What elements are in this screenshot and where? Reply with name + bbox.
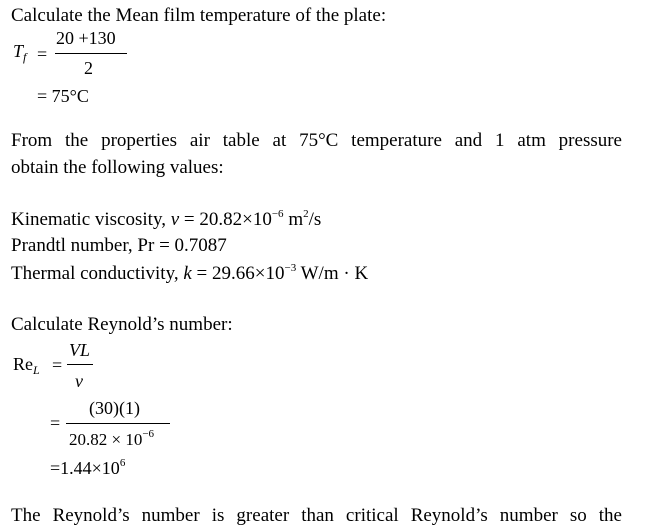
substituted-denominator: $20.82 \times 10^{-6}$	[69, 428, 155, 449]
fraction-denominator: 2	[84, 58, 93, 78]
kinematic-viscosity-unit-rest: /s	[308, 209, 322, 230]
reynolds-symbol: $Re_L$	[13, 354, 40, 377]
fraction-denominator-v: v	[75, 371, 83, 391]
thermal-conductivity-symbol: k	[183, 263, 192, 284]
thermal-conductivity-label: Thermal conductivity,	[11, 263, 179, 284]
mean-temp-result: = 75°C	[37, 86, 89, 106]
thermal-conductivity-value: = 29.66×10	[196, 263, 285, 284]
substituted-fraction-bar	[66, 423, 170, 424]
tf-subscript: f	[23, 50, 27, 64]
prandtl-label: Prandtl number,	[11, 235, 133, 256]
fraction-bar	[55, 53, 127, 54]
prandtl-value: Pr = 0.7087	[137, 235, 227, 256]
substituted-numerator: (30)(1)	[89, 398, 140, 418]
footer-line: The Reynold’s number is greater than critical Reynold’s number so the	[11, 505, 622, 526]
paragraph-line-1: From the properties air table at 75°C temperature and 1 atm pressure	[11, 130, 622, 151]
kinematic-viscosity-unit-exponent: 2	[303, 208, 309, 220]
thermal-conductivity-line	[11, 263, 368, 283]
thermal-conductivity-exponent: −3	[284, 262, 297, 274]
thermal-conductivity-unit: W/m · K	[300, 263, 369, 284]
substituted-denominator-exponent: −6	[142, 428, 155, 440]
equals-sign-2: =	[50, 413, 61, 433]
intro-text: Calculate the Mean film temperature of the plate:	[11, 5, 387, 26]
tf-symbol: $T_f$	[13, 41, 27, 64]
reynolds-subscript: L	[33, 363, 40, 377]
kinematic-viscosity-value: = 20.82×10	[183, 209, 272, 230]
equals-sign: =	[37, 44, 48, 64]
fraction-bar	[67, 364, 93, 365]
reynolds-result: $=1.44\times 10^6$	[50, 457, 126, 478]
prandtl-line	[11, 236, 227, 255]
kinematic-viscosity-unit-m: m	[288, 209, 304, 230]
equals-sign: =	[52, 355, 63, 375]
kinematic-viscosity-symbol: v	[170, 209, 180, 230]
reynolds-intro: Calculate Reynold’s number:	[11, 314, 233, 335]
kinematic-viscosity-exponent: −6	[271, 208, 284, 220]
paragraph-line-2: obtain the following values:	[11, 157, 224, 178]
fraction-numerator: 20 +130	[56, 28, 116, 48]
reynolds-result-exponent: 6	[119, 457, 126, 469]
kinematic-viscosity-label: Kinematic viscosity,	[11, 209, 166, 230]
kinematic-viscosity-line	[11, 209, 321, 229]
fraction-numerator-vl: VL	[69, 340, 91, 360]
